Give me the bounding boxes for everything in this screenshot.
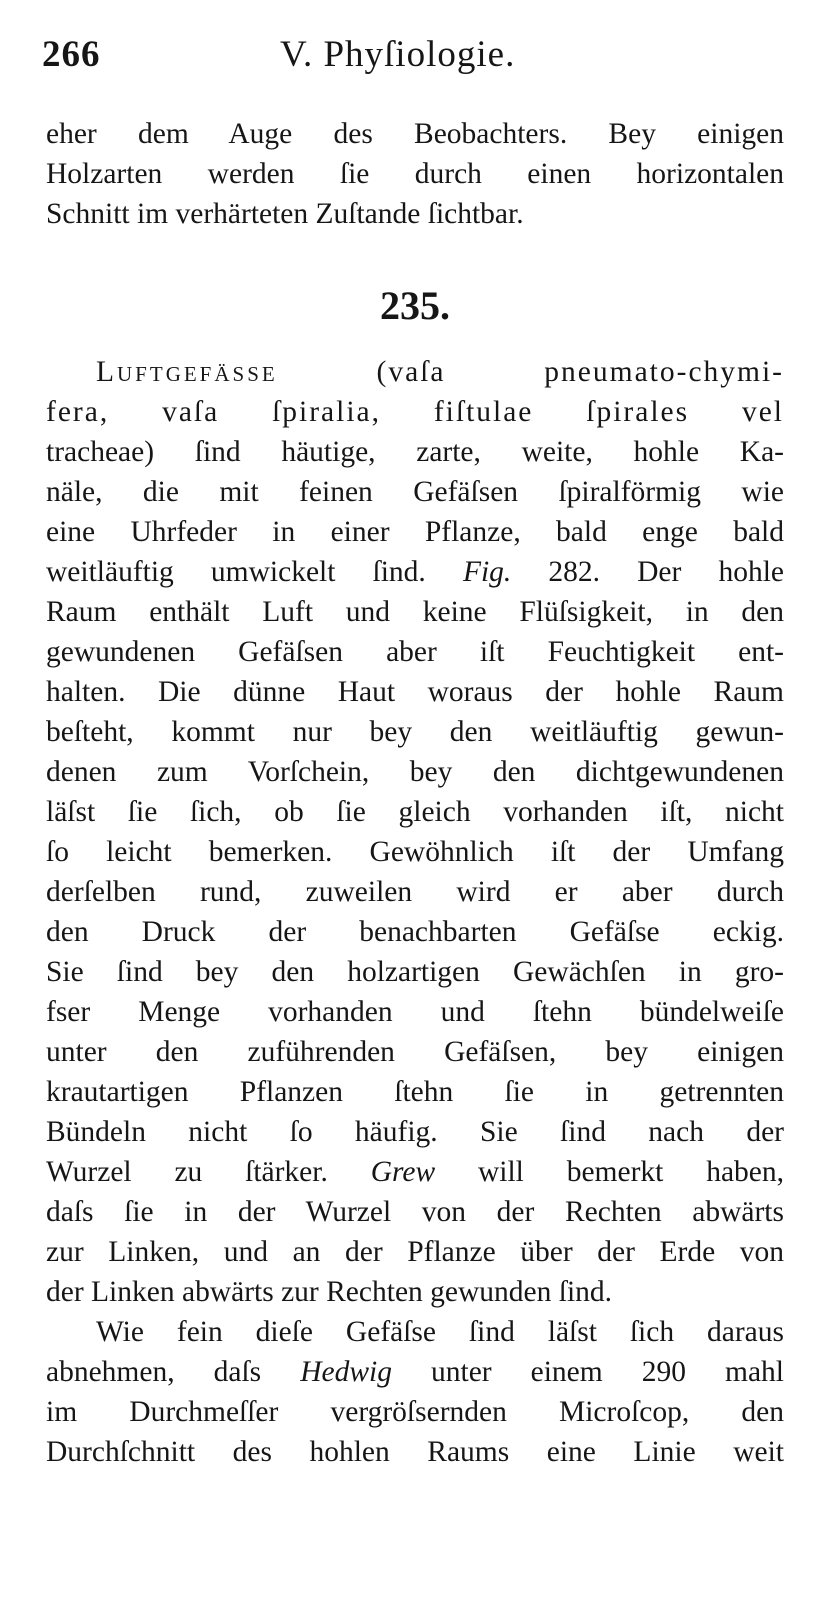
text-line: denen zum Vorſchein, bey den dichtgewundenen xyxy=(46,756,784,788)
hedwig-name: Hedwig xyxy=(300,1356,392,1388)
text-line: halten. Die dünne Haut woraus der hohle Raum xyxy=(46,676,784,708)
lead-rest: (vaſa pneumato-chymi- xyxy=(277,356,784,388)
text-line: ſo leicht bemerken. Gewöhnlich iſt der Umfang xyxy=(46,836,784,868)
text-line: derſelben rund, zuweilen wird er aber durch xyxy=(46,876,784,908)
text-line: eine Uhrfeder in einer Pflanze, bald enge bald xyxy=(46,516,784,548)
text-line: näle, die mit feinen Gefäſsen ſpiralförmig wie xyxy=(46,476,784,508)
intro-paragraph xyxy=(46,114,784,234)
text-line: daſs ſie in der Wurzel von der Rechten abwärts xyxy=(46,1196,784,1228)
text-line: fser Menge vorhanden und ſtehn bündelweiſe xyxy=(46,996,784,1028)
text-line: unter den zuführenden Gefäſsen, bey einigen xyxy=(46,1036,784,1068)
section-body xyxy=(46,352,784,1472)
text-line: tracheae) ſind häutige, zarte, weite, hohle Ka- xyxy=(46,436,784,468)
section-number: 235. xyxy=(380,283,450,328)
text-line xyxy=(46,352,784,392)
lead-word: Luftgefässe xyxy=(96,356,278,388)
text-line: läſst ſie ſich, ob ſie gleich vorhanden iſt, nicht xyxy=(46,796,784,828)
grew-after: will bemerkt haben, xyxy=(435,1156,785,1188)
fig-label: Fig. xyxy=(462,556,512,588)
text-line xyxy=(46,1152,784,1192)
text-line: Schnitt im verhärteten Zuſtande ſichtbar. xyxy=(46,198,524,230)
text-line xyxy=(46,1352,784,1392)
text-line: beſteht, kommt nur bey den weitläuftig gewun- xyxy=(46,716,784,748)
text-line: eher dem Auge des Beobachters. Bey einigen xyxy=(46,118,784,150)
fig-after: 282. Der hohle xyxy=(511,556,785,588)
text-line: der Linken abwärts zur Rechten gewunden ſind. xyxy=(46,1276,613,1308)
text-line: Raum enthält Luft und keine Flüſsigkeit, in den xyxy=(46,596,784,628)
text-line: Holzarten werden ſie durch einen horizontalen xyxy=(46,158,784,190)
text-line: zur Linken, und an der Pflanze über der Erde von xyxy=(46,1236,784,1268)
hedwig-before: abnehmen, daſs xyxy=(46,1356,301,1388)
text-line: fera, vaſa ſpiralia, fiſtulae ſpirales vel xyxy=(46,396,784,428)
text-line: Durchſchnitt des hohlen Raums eine Linie weit xyxy=(46,1436,784,1468)
text-line: im Durchmeſſer vergröſsernden Microſcop, den xyxy=(46,1396,784,1428)
page-number: 266 xyxy=(42,34,101,75)
hedwig-after: unter einem 290 mahl xyxy=(391,1356,785,1388)
text-line: Sie ſind bey den holzartigen Gewächſen in gro- xyxy=(46,956,784,988)
grew-name: Grew xyxy=(370,1156,436,1188)
grew-before: Wurzel zu ſtärker. xyxy=(46,1156,371,1188)
text-line: Wie fein dieſe Gefäſse ſind läſst ſich daraus xyxy=(96,1316,784,1348)
page-header xyxy=(42,30,602,80)
fig-before: weitläuftig umwickelt ſind. xyxy=(46,556,463,588)
text-line xyxy=(46,552,784,592)
text-line: gewundenen Gefäſsen aber iſt Feuchtigkeit ent- xyxy=(46,636,784,668)
text-line: den Druck der benachbarten Gefäſse eckig. xyxy=(46,916,784,948)
text-line: Bündeln nicht ſo häufig. Sie ſind nach der xyxy=(46,1116,784,1148)
running-head: V. Phyſiologie. xyxy=(280,34,516,75)
text-line: krautartigen Pflanzen ſtehn ſie in getrennten xyxy=(46,1076,784,1108)
